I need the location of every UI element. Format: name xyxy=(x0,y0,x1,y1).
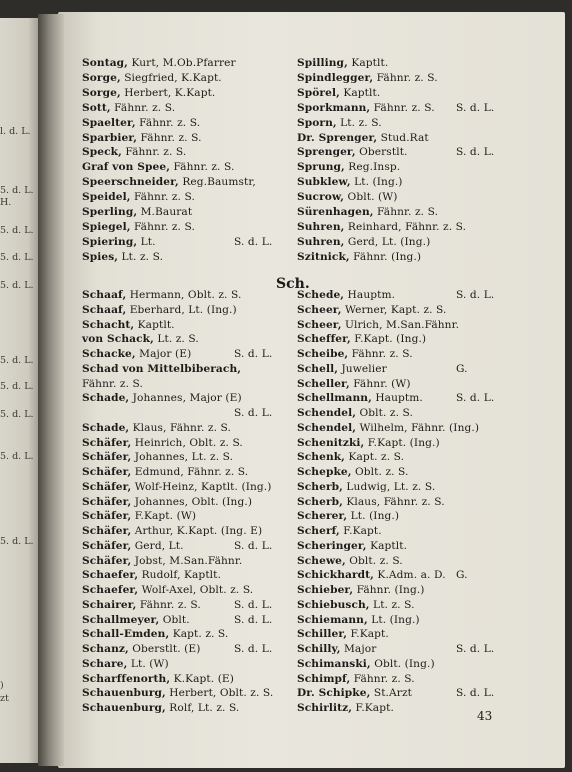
section-heading: Sch. xyxy=(276,276,310,292)
list-item xyxy=(297,509,399,523)
list-item xyxy=(297,250,421,264)
list-item xyxy=(82,131,202,145)
entry-rank: Fähnr. z. S. xyxy=(110,101,176,114)
entry-name: Schieber, xyxy=(297,584,354,596)
entry-rank: F.Kapt. xyxy=(347,628,389,641)
entry-rank: Reg.Baumstr, xyxy=(178,176,256,189)
list-item xyxy=(297,190,397,204)
list-item xyxy=(82,524,262,538)
entry-name: Scheller, xyxy=(297,377,350,390)
entry-name: Schede, xyxy=(297,289,345,301)
list-item xyxy=(297,480,435,494)
list-item xyxy=(297,56,388,70)
entry-name: Sürenhagen, xyxy=(297,206,374,218)
entry-name: Scheibe, xyxy=(297,348,349,360)
entry-rank: Johannes, Major (E) xyxy=(129,392,242,405)
entry-rank: Herbert, Oblt. z. S. xyxy=(165,687,274,700)
list-item xyxy=(297,554,403,568)
list-item xyxy=(297,436,440,450)
entry-rank: Lt. z. S. xyxy=(118,250,164,263)
entry-name: Schad von Mittelbiberach, xyxy=(82,362,242,375)
entry-name: Sprenger, xyxy=(297,146,356,159)
entry-rank: Lt. z. S. xyxy=(369,598,415,611)
entry-rank: K.Kapt. (E) xyxy=(170,672,234,685)
book-gutter xyxy=(38,14,64,766)
entry-name: Sprung, xyxy=(297,161,345,174)
entry-name: Schirlitz, xyxy=(297,702,353,714)
entry-name: Spiering, xyxy=(82,235,138,248)
list-item xyxy=(82,657,169,671)
entry-suffix: S. d. L. xyxy=(456,643,495,655)
list-item xyxy=(297,332,426,346)
entry-rank: Lt. (Ing.) xyxy=(347,510,400,523)
entry-name: Schiemann, xyxy=(297,613,368,626)
entry-rank: Oberstlt. xyxy=(355,146,408,159)
entry-rank: Wilhelm, Fähnr. (Ing.) xyxy=(356,421,480,434)
entry-rank: Lt. (Ing.) xyxy=(350,176,403,189)
entry-rank: Oblt. (Ing.) xyxy=(370,657,435,670)
entry-name: Szitnick, xyxy=(297,250,350,263)
list-item xyxy=(82,250,163,264)
entry-rank: F.Kapt. (Ing.) xyxy=(364,436,440,449)
entry-rank: Fähnr. z. S. xyxy=(121,146,187,159)
entry-name: Schenk, xyxy=(297,451,345,464)
entry-name: Schäfer, xyxy=(82,554,132,567)
entry-rank: Gerd, Lt. (Ing.) xyxy=(344,235,431,248)
list-item xyxy=(297,71,438,85)
list-item xyxy=(82,235,273,249)
entry-rank: Fähnr. z. S. xyxy=(136,598,201,611)
entry-suffix: S. d. L. xyxy=(456,392,495,405)
entry-name: Scharffenorth, xyxy=(82,672,171,685)
entry-rank: Oblt. z. S. xyxy=(351,466,409,478)
list-item xyxy=(297,583,425,597)
left-page-fragment: 5. d. L. xyxy=(0,225,34,236)
entry-name: Schäfer, xyxy=(82,436,132,449)
left-page-fragment: 5. d. L. xyxy=(0,355,34,366)
entry-name: Scherer, xyxy=(297,510,348,523)
list-item xyxy=(82,220,195,234)
list-item xyxy=(82,465,248,479)
entry-name: Schade, xyxy=(82,392,130,405)
entry-rank: Rudolf, Kaptlt. xyxy=(138,569,221,582)
entry-suffix: S. d. L. xyxy=(234,235,273,248)
list-item xyxy=(82,480,272,494)
list-item xyxy=(297,613,420,627)
page-number: 43 xyxy=(477,709,493,723)
entry-name: Schauenburg, xyxy=(82,702,166,714)
list-item xyxy=(82,145,186,159)
entry-rank: Wolf-Axel, Oblt. z. S. xyxy=(138,584,254,596)
entry-rank: Hauptm. xyxy=(371,392,423,405)
list-item xyxy=(82,160,234,174)
list-item xyxy=(297,539,407,553)
entry-suffix: S. d. L. xyxy=(456,289,495,301)
entry-name: Spaelter, xyxy=(82,116,136,129)
list-item xyxy=(297,568,468,582)
left-page-fragment: 5. d. L. xyxy=(0,536,34,547)
entry-name: Dr. Sprenger, xyxy=(297,131,378,144)
list-item xyxy=(82,421,231,435)
entry-name: Schäfer, xyxy=(82,466,132,478)
left-page-fragment: ) xyxy=(0,680,4,691)
entry-name: Schaaf, xyxy=(82,303,127,316)
list-item xyxy=(297,391,495,405)
entry-name: Schäfer, xyxy=(82,539,132,552)
entry-rank: Rolf, Lt. z. S. xyxy=(165,702,240,714)
entry-rank: Kapt. z. S. xyxy=(344,451,405,464)
entry-rank: St.Arzt xyxy=(370,687,412,700)
entry-suffix: S. d. L. xyxy=(234,613,273,626)
list-item xyxy=(297,131,429,145)
entry-rank: Klaus, Fähnr. z. S. xyxy=(342,495,445,508)
entry-rank: Johannes, Lt. z. S. xyxy=(131,451,234,464)
entry-rank: Kaptlt. xyxy=(134,318,175,331)
entry-name: Spindlegger, xyxy=(297,71,374,84)
list-item xyxy=(297,642,495,656)
entry-name: Scheringer, xyxy=(297,539,367,552)
entry-rank: Reinhard, Fähnr. z. S. xyxy=(344,220,467,233)
entry-name: Suhren, xyxy=(297,235,345,248)
entry-name: Schewe, xyxy=(297,554,346,567)
list-item xyxy=(297,86,380,100)
entry-name: Spies, xyxy=(82,250,119,263)
entry-rank: Fähnr. z. S. xyxy=(130,220,195,233)
entry-name: Speck, xyxy=(82,146,122,159)
entry-name: Schallmeyer, xyxy=(82,613,160,626)
entry-rank: Fähnr. z. S. xyxy=(373,206,439,218)
entry-name: Schiebusch, xyxy=(297,598,370,611)
entry-rank: Hauptm. xyxy=(344,289,396,301)
entry-rank: Wolf-Heinz, Kaptlt. (Ing.) xyxy=(131,480,272,493)
entry-rank: Klaus, Fähnr. z. S. xyxy=(129,421,231,434)
entry-rank: Ludwig, Lt. z. S. xyxy=(342,480,436,493)
entry-rank: Fähnr. z. S. xyxy=(348,348,413,360)
entry-rank: Gerd, Lt. xyxy=(131,539,184,552)
entry-rank: Kaptlt. xyxy=(366,539,408,552)
entry-name: Spiegel, xyxy=(82,220,131,233)
entry-rank: Fähnr. z. S. xyxy=(135,116,201,129)
entry-name: Schickhardt, xyxy=(297,569,374,582)
entry-suffix: S. d. L. xyxy=(456,101,495,114)
entry-name: Schimpf, xyxy=(297,672,351,685)
list-item xyxy=(82,71,222,85)
list-item xyxy=(297,318,459,332)
entry-rank: Fähnr. z. S. xyxy=(82,377,143,390)
list-item xyxy=(82,686,273,700)
list-item xyxy=(297,598,415,612)
entry-rank: Kapt. z. S. xyxy=(169,628,229,641)
list-item xyxy=(82,303,237,317)
list-item xyxy=(82,436,243,450)
list-item xyxy=(297,145,495,159)
list-item xyxy=(297,524,382,538)
left-page-fragment: zt xyxy=(0,693,9,704)
entry-rank: F.Kapt. xyxy=(339,525,382,537)
entry-name: Scherf, xyxy=(297,525,340,537)
entry-rank: Johannes, Oblt. (Ing.) xyxy=(131,495,253,508)
entry-name: Sucrow, xyxy=(297,191,345,204)
entry-name: Schendel, xyxy=(297,421,357,434)
list-item xyxy=(297,205,438,219)
entry-name: Scherb, xyxy=(297,495,343,508)
list-item xyxy=(297,101,495,115)
list-item xyxy=(82,190,195,204)
entry-name: Schacht, xyxy=(82,318,135,331)
entry-rank: Kaptlt. xyxy=(339,86,381,99)
list-item xyxy=(297,303,447,317)
entry-rank: Major (E) xyxy=(135,348,192,360)
list-item xyxy=(82,539,273,553)
entry-name: Sperling, xyxy=(82,206,138,218)
entry-name: Subklew, xyxy=(297,176,351,189)
entry-name: Spilling, xyxy=(297,57,348,69)
entry-rank: Fähnr. z. S. xyxy=(169,161,235,174)
list-item xyxy=(297,362,468,376)
entry-name: Schaaf, xyxy=(82,289,127,301)
list-item xyxy=(82,101,175,115)
list-item xyxy=(297,421,479,435)
entry-rank: Jobst, M.San.Fähnr. xyxy=(131,554,243,567)
entry-rank: Lt. (W) xyxy=(127,657,169,670)
entry-name: Scheffer, xyxy=(297,333,351,346)
entry-rank: Lt. z. S. xyxy=(336,116,382,129)
entry-name: Schepke, xyxy=(297,466,352,478)
entry-name: Schäfer, xyxy=(82,525,132,537)
list-item xyxy=(82,347,273,361)
entry-rank: Herbert, K.Kapt. xyxy=(120,86,216,99)
list-item xyxy=(82,509,196,523)
entry-name: Dr. Schipke, xyxy=(297,687,371,700)
entry-name: Schäfer, xyxy=(82,495,132,508)
entry-rank: Fähnr. (Ing.) xyxy=(349,250,422,263)
left-page-fragment: 5. d. L. xyxy=(0,280,34,291)
entry-rank: F.Kapt. (W) xyxy=(131,510,197,523)
list-item xyxy=(297,347,413,361)
entry-rank: Fähnr. (W) xyxy=(349,377,411,390)
entry-name: Sparbier, xyxy=(82,131,138,144)
entry-name: Schäfer, xyxy=(82,480,132,493)
entry-rank: F.Kapt. xyxy=(352,702,394,714)
entry-name: Graf von Spee, xyxy=(82,161,170,174)
entry-name: Sorge, xyxy=(82,71,121,84)
list-item xyxy=(297,220,466,234)
list-item xyxy=(82,495,252,509)
list-item xyxy=(297,406,413,420)
entry-name: Speidel, xyxy=(82,191,131,204)
list-item xyxy=(297,495,445,509)
entry-name: Suhren, xyxy=(297,220,345,233)
entry-rank: Fähnr. z. S. xyxy=(137,131,202,144)
entry-rank: Fähnr. z. S. xyxy=(370,101,435,114)
left-page-fragment: 5. d. L. xyxy=(0,185,34,196)
entry-name: Schendel, xyxy=(297,407,357,419)
entry-rank: Kaptlt. xyxy=(347,57,389,69)
entry-rank: Lt. z. S. xyxy=(153,333,199,346)
list-item xyxy=(297,672,415,686)
list-item xyxy=(82,701,239,715)
entry-suffix: S. d. L. xyxy=(234,407,273,419)
list-item xyxy=(297,701,394,715)
entry-rank: Heinrich, Oblt. z. S. xyxy=(131,436,243,449)
entry-rank: Major xyxy=(340,643,377,655)
entry-rank: Ulrich, M.San.Fähnr. xyxy=(341,318,460,331)
list-item xyxy=(82,613,273,627)
entry-rank: Kurt, M.Ob.Pfarrer xyxy=(127,57,236,69)
list-item xyxy=(297,175,403,189)
entry-name: Schäfer, xyxy=(82,510,132,523)
list-item xyxy=(82,332,199,346)
entry-suffix: S. d. L. xyxy=(456,687,495,700)
list-item xyxy=(82,377,143,391)
list-item xyxy=(297,450,404,464)
entry-name: Sorge, xyxy=(82,86,121,99)
entry-rank: K.Adm. a. D. xyxy=(373,569,446,582)
entry-rank: Reg.Insp. xyxy=(344,161,401,174)
entry-name: Sporn, xyxy=(297,116,337,129)
entry-rank: Siegfried, K.Kapt. xyxy=(120,71,222,84)
entry-name: Schauenburg, xyxy=(82,687,166,700)
entry-name: Scherb, xyxy=(297,480,343,493)
entry-name: Sontag, xyxy=(82,57,128,69)
entry-name: Schanz, xyxy=(82,643,129,655)
list-item xyxy=(82,175,256,189)
list-item xyxy=(82,583,253,597)
left-page-fragment: 5. d. L. xyxy=(0,451,34,462)
entry-suffix: S. d. L. xyxy=(456,146,495,159)
list-item xyxy=(82,642,273,656)
entry-name: Schaefer, xyxy=(82,569,139,582)
entry-rank: Lt. xyxy=(137,235,156,248)
entry-rank: Oberstlt. (E) xyxy=(128,643,201,655)
list-item xyxy=(82,568,221,582)
entry-rank: Oblt. z. S. xyxy=(345,554,403,567)
entry-name: Sott, xyxy=(82,101,111,114)
entry-name: Schacke, xyxy=(82,348,136,360)
list-item xyxy=(82,362,241,376)
entry-name: Speerschneider, xyxy=(82,176,179,189)
entry-name: Schaefer, xyxy=(82,584,139,596)
entry-rank: F.Kapt. (Ing.) xyxy=(350,333,427,346)
entry-rank: Fähnr. (Ing.) xyxy=(353,584,425,596)
entry-rank: Hermann, Oblt. z. S. xyxy=(126,289,242,301)
list-item xyxy=(82,288,241,302)
entry-suffix: S. d. L. xyxy=(234,643,273,655)
entry-suffix: G. xyxy=(456,569,468,582)
entry-name: Schenitzki, xyxy=(297,436,365,449)
entry-name: Schare, xyxy=(82,657,128,670)
entry-name: Schilly, xyxy=(297,643,341,655)
entry-name: Sporkmann, xyxy=(297,101,371,114)
list-item xyxy=(297,657,435,671)
entry-rank: Fähnr. z. S. xyxy=(373,71,438,84)
entry-rank: Arthur, K.Kapt. (Ing. E) xyxy=(131,525,263,537)
entry-suffix: G. xyxy=(456,362,468,375)
entry-name: Schiller, xyxy=(297,628,348,641)
list-item xyxy=(82,554,242,568)
list-item xyxy=(82,86,215,100)
entry-rank: M.Baurat xyxy=(137,206,193,218)
list-item xyxy=(297,686,495,700)
entry-rank: Fähnr. z. S. xyxy=(350,672,415,685)
list-item xyxy=(297,116,382,130)
list-item xyxy=(297,377,411,391)
entry-rank: Lt. (Ing.) xyxy=(367,613,420,626)
list-item xyxy=(297,465,409,479)
list-item xyxy=(297,288,495,302)
list-item xyxy=(82,205,192,219)
left-page-fragment: 5. d. L. xyxy=(0,409,34,420)
entry-name: Schellmann, xyxy=(297,392,372,405)
list-item xyxy=(82,672,234,686)
left-page-fragment: 5. d. L. xyxy=(0,381,34,392)
entry-rank: Edmund, Fähnr. z. S. xyxy=(131,466,249,478)
entry-rank: Werner, Kapt. z. S. xyxy=(341,303,447,316)
entry-rank: Oblt. xyxy=(159,613,190,626)
entry-rank: Eberhard, Lt. (Ing.) xyxy=(126,303,237,316)
entry-rank: Oblt. (W) xyxy=(344,191,398,204)
entry-name: Scheer, xyxy=(297,303,342,316)
entry-rank: Fähnr. z. S. xyxy=(130,191,195,204)
entry-suffix: S. d. L. xyxy=(234,348,273,360)
entry-name: Scheer, xyxy=(297,318,342,331)
list-item xyxy=(297,160,400,174)
list-item xyxy=(82,116,200,130)
entry-name: Schall-Emden, xyxy=(82,628,170,641)
list-item xyxy=(297,627,389,641)
left-page-fragment: 5. d. L. xyxy=(0,252,34,263)
list-item xyxy=(82,56,236,70)
entry-suffix: S. d. L. xyxy=(234,539,273,552)
list-item xyxy=(82,318,175,332)
list-item xyxy=(82,450,233,464)
entry-rank: Stud.Rat xyxy=(377,131,429,144)
entry-suffix: S. d. L. xyxy=(234,598,273,611)
list-item xyxy=(297,235,430,249)
left-page-fragment: H. xyxy=(0,197,12,208)
entry-rank: Juwelier xyxy=(337,362,387,375)
entry-name: Schade, xyxy=(82,421,130,434)
list-item xyxy=(82,391,242,405)
entry-name: Spörel, xyxy=(297,86,340,99)
entry-name: Schäfer, xyxy=(82,451,132,464)
entry-name: Schairer, xyxy=(82,598,137,611)
left-page-fragment: l. d. L. xyxy=(0,126,31,137)
entry-rank: Oblt. z. S. xyxy=(356,407,413,419)
list-item xyxy=(82,598,273,612)
entry-name: Schimanski, xyxy=(297,657,371,670)
list-item xyxy=(82,627,228,641)
entry-name: von Schack, xyxy=(82,333,154,346)
entry-name: Schell, xyxy=(297,362,338,375)
